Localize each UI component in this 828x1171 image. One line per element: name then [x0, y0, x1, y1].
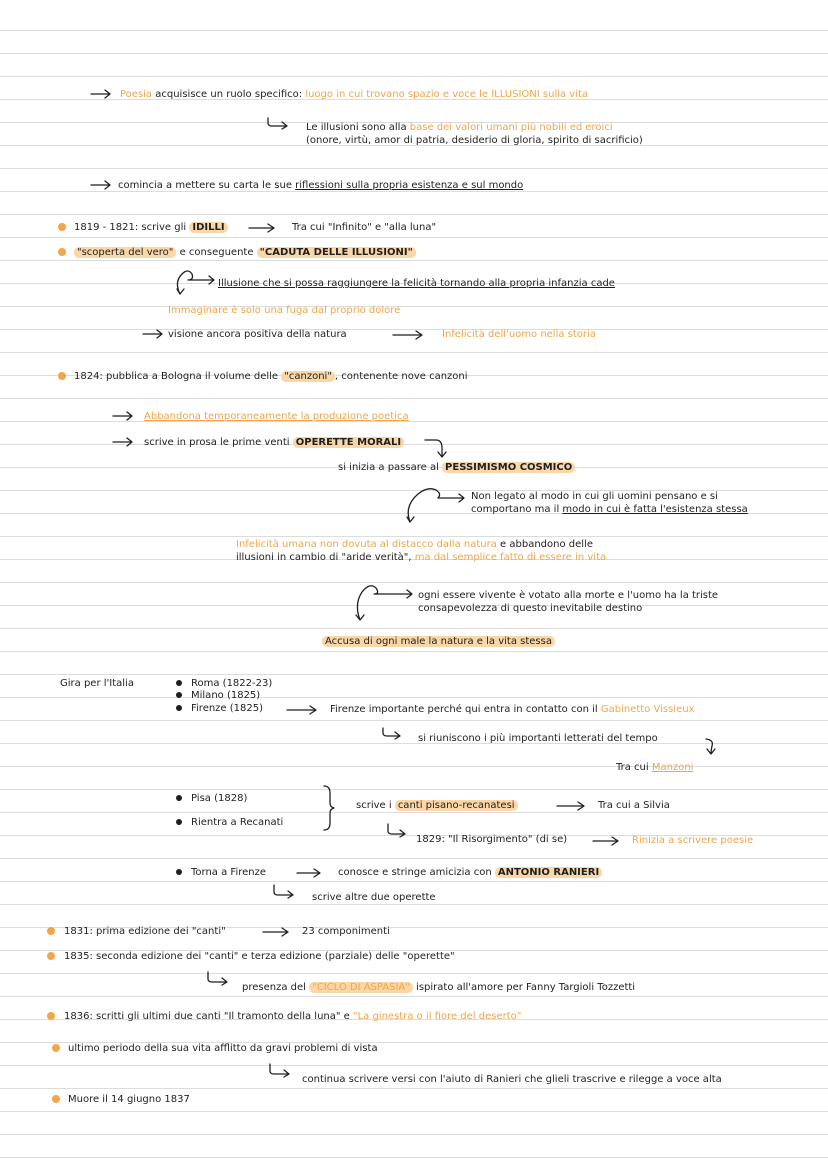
loop-arrow-icon [402, 486, 468, 524]
right-arrow-icon [112, 437, 134, 447]
canti-first-edition: 1831: prima edizione dei "canti" [64, 926, 226, 937]
mortality-line-2: consapevolezza di questo inevitabile destino [418, 603, 643, 614]
reflections-line: comincia a mettere su carta le sue riflessioni sulla propria esistenza e sul mondo [118, 180, 524, 191]
brace-icon [322, 785, 336, 831]
discovery-truth-line: "scoperta del vero" e conseguente "CADUTA DELLE ILLUSIONI" [74, 246, 416, 259]
cosmic-pessimism-line: si inizia a passare al PESSIMISMO COSMICO [338, 461, 575, 474]
abandon-poetry-line: Abbandona temporaneamente la produzione poetica [144, 411, 409, 422]
curved-arrow-icon [266, 117, 290, 129]
accusation-line: Accusa di ogni male la natura e la vita stessa [322, 635, 555, 648]
poetry-role-line: Poesia acquisisce un ruolo specifico: luogo in cui trovano spazio e voce le ILLUSIONI sulla vita [120, 89, 589, 100]
curved-arrow-icon [206, 971, 230, 985]
illusions-values-list: (onore, virtù, amor di patria, desiderio di gloria, spirito di sacrificio) [306, 135, 643, 146]
bullet-dot [58, 223, 66, 231]
resume-poetry: Rinizia a scrivere poesie [632, 835, 754, 846]
ranieri-line: conosce e stringe amicizia con ANTONIO RANIERI [338, 866, 602, 879]
right-arrow-icon [262, 927, 290, 937]
pisan-songs-line: scrive i canti pisano-recanatesi [356, 799, 518, 812]
last-canti-line: 1836: scritti gli ultimi due canti "Il tramonto della luna" e "La ginestra o il fiore del deserto" [64, 1011, 522, 1022]
city-florence: Firenze (1825) [191, 703, 264, 714]
illusions-values-line: Le illusioni sono alla base dei valori umani più nobili ed eroici [306, 122, 613, 133]
positive-nature-line: visione ancora positiva della natura [168, 329, 347, 340]
two-operette-line: scrive altre due operette [312, 892, 436, 903]
loop-arrow-icon [174, 268, 218, 296]
bullet-dot [176, 869, 182, 875]
canti-second-edition: 1835: seconda edizione dei "canti" e terza edizione (parziale) delle "operette" [64, 951, 455, 962]
right-arrow-icon [556, 801, 586, 811]
bullet-dot [47, 952, 55, 960]
bullet-dot [47, 1012, 55, 1020]
bullet-dot [58, 248, 66, 256]
return-florence: Torna a Firenze [191, 867, 266, 878]
bullet-dot [176, 705, 182, 711]
unhappiness-line-2: illusioni in cambio di "aride verità", ma dal semplice fatto di essere in vita [236, 552, 607, 563]
childhood-illusion-line: Illusione che si possa raggiungere la felicità tornando alla propria infanzia cade [218, 278, 615, 289]
existence-line-1: Non legato al modo in cui gli uomini pensano e si [471, 491, 718, 502]
compositions-count: 23 componimenti [302, 926, 390, 937]
bullet-dot [176, 795, 182, 801]
aspasia-line: presenza del "CICLO DI ASPASIA" ispirato all'amore per Fanny Targioli Tozzetti [242, 982, 636, 993]
city-milan: Milano (1825) [191, 690, 261, 701]
bent-arrow-icon [704, 738, 718, 756]
mortality-line-1: ogni essere vivente è votato alla morte e l'uomo ha la triste [418, 590, 719, 601]
letterati-line: si riuniscono i più importanti letterati del tempo [418, 733, 658, 744]
curved-arrow-icon [381, 727, 403, 739]
bullet-dot [52, 1044, 60, 1052]
escape-line: Immaginare è solo una fuga dal proprio dolore [168, 305, 401, 316]
history-unhappiness: Infelicità dell'uomo nella storia [442, 329, 596, 340]
ranieri-help-line: continua scrivere versi con l'aiuto di Ranieri che glieli trascrive e rilegge a voce alta [302, 1074, 722, 1085]
right-arrow-icon [142, 329, 164, 339]
curved-arrow-icon [268, 1063, 292, 1077]
idilli-line: 1819 - 1821: scrive gli IDILLI [74, 221, 228, 234]
silvia-line: Tra cui a Silvia [598, 800, 670, 811]
right-arrow-icon [90, 180, 112, 190]
curved-arrow-icon [272, 884, 296, 898]
right-arrow-icon [112, 411, 134, 421]
bullet-dot [176, 680, 182, 686]
bullet-dot [176, 819, 182, 825]
sight-problems-line: ultimo periodo della sua vita afflitto da gravi problemi di vista [68, 1043, 378, 1054]
bullet-dot [58, 372, 66, 380]
bullet-dot [52, 1095, 60, 1103]
city-rome: Roma (1822-23) [191, 678, 273, 689]
florence-importance-line: Firenze importante perché qui entra in contatto con il Gabinetto Vissieux [330, 704, 695, 715]
right-arrow-icon [286, 705, 318, 715]
risorgimento-line: 1829: "Il Risorgimento" (di se) [416, 834, 568, 845]
right-arrow-icon [90, 89, 112, 99]
canzoni-line: 1824: pubblica a Bologna il volume delle "canzoni" , contenente nove canzoni [74, 371, 468, 382]
bullet-dot [176, 692, 182, 698]
bullet-dot [47, 927, 55, 935]
right-arrow-icon [592, 836, 620, 846]
right-arrow-icon [296, 868, 322, 878]
right-arrow-icon [248, 223, 276, 233]
unhappiness-line-1: Infelicità umana non dovuta al distacco dalla natura e abbandono delle [236, 539, 593, 550]
operette-line: scrive in prosa le prime venti OPERETTE MORALI [144, 436, 404, 449]
death-line: Muore il 14 giugno 1837 [68, 1094, 190, 1105]
right-arrow-icon [392, 330, 424, 340]
idilli-examples: Tra cui "Infinito" e "alla luna" [292, 222, 437, 233]
loop-arrow-icon [350, 582, 416, 622]
recanati-line: Rientra a Recanati [191, 817, 284, 828]
existence-line-2: comportano ma il modo in cui è fatta l'esistenza stessa [471, 504, 748, 515]
curved-arrow-icon [386, 823, 408, 837]
manzoni-line: Tra cui Manzoni [616, 762, 694, 773]
bent-arrow-icon [424, 438, 448, 460]
italy-travels-label: Gira per l'Italia [60, 678, 134, 689]
city-pisa: Pisa (1828) [191, 793, 248, 804]
